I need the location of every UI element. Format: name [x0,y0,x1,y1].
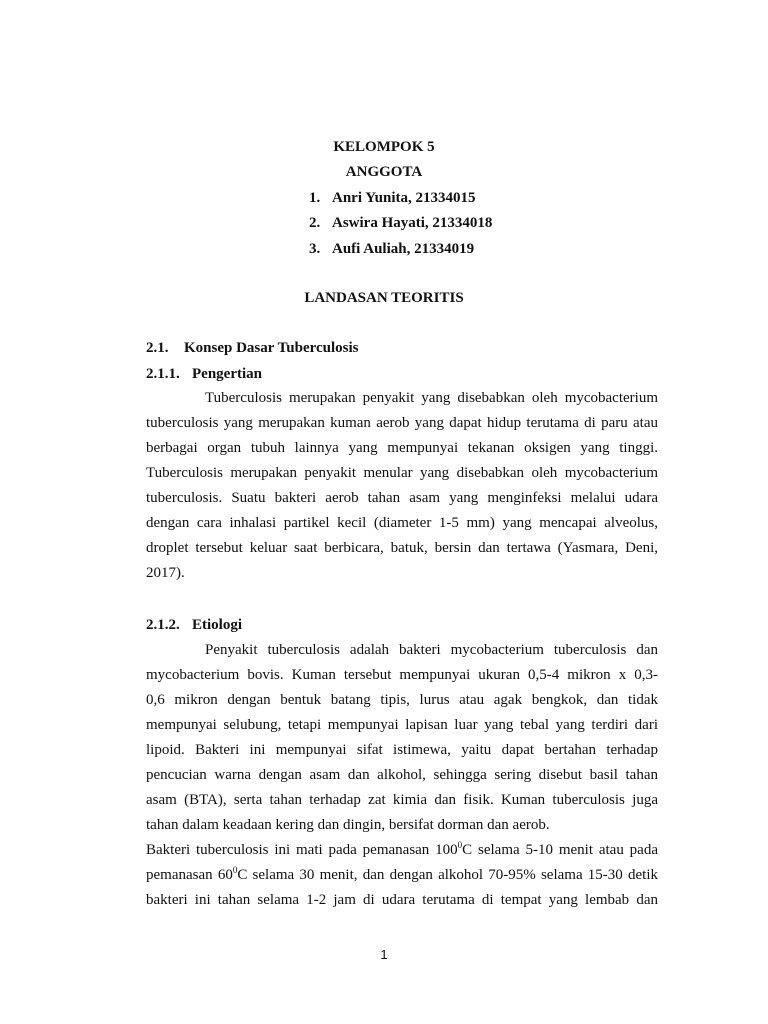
member-number: 2. [309,215,321,231]
text-line: Tuberculosis merupakan penyakit menular yang disebabkan oleh mycobacterium [146,465,658,481]
text-line: tuberculosis. Suatu bakteri aerob tahan asam yang menginfeksi melalui udara [146,490,658,506]
section-title: Konsep Dasar Tuberculosis [184,340,359,356]
section-number: 2.1. [146,340,169,356]
subsection-heading-pengertian [146,365,262,383]
text-line: bakteri ini tahan selama 1-2 jam di udara terutama di tempat yang lembab dan [146,892,658,908]
text-line [146,863,658,888]
paragraph-etiologi [146,638,658,913]
text-line: tuberculosis yang merupakan kuman aerob yang dapat hidup terutama di paru atau [146,415,658,431]
text-line: Penyakit tuberculosis adalah bakteri mycobacterium tuberculosis dan [205,642,658,658]
member-item [309,214,492,232]
text-line: 0,6 mikron dengan bentuk batang tipis, lurus atau agak bengkok, dan tidak [146,692,658,708]
text-line: tahan dalam keadaan kering dan dingin, bersifat dorman dan aerob. [146,817,550,833]
subsection-number: 2.1.2. [146,617,180,633]
subsection-title: Pengertian [192,366,262,382]
group-title: KELOMPOK 5 [333,139,435,155]
chapter-title: LANDASAN TEORITIS [304,290,464,306]
text-line: asam (BTA), serta tahan terhadap zat kimia dan fisik. Kuman tuberculosis juga [146,792,658,808]
member-text: Aswira Hayati, 21334018 [332,215,493,231]
page-number: 1 [380,947,388,962]
text-fragment: C selama 5-10 menit atau pada [462,842,658,858]
text-line: lipoid. Bakteri ini mempunyai sifat istimewa, yaitu dapat bertahan terhadap [146,742,658,758]
text-line: droplet tersebut keluar saat berbicara, batuk, bersin dan tertawa (Yasmara, Deni, [146,540,658,556]
section-heading [146,339,359,357]
text-line: pencucian warna dengan asam dan alkohol, sehingga sering disebut basil tahan [146,767,658,783]
member-item [309,240,474,258]
text-line: dengan cara inhalasi partikel kecil (diameter 1-5 mm) yang mencapai alveolus, [146,515,658,531]
text-fragment: Bakteri tuberculosis ini mati pada pemanasan 100 [146,842,458,858]
superscript: 0 [232,865,238,875]
subsection-title: Etiologi [192,617,243,633]
text-line [146,838,658,863]
text-fragment: C selama 30 menit, dan dengan alkohol 70-95% selama 15-30 detik [237,867,658,883]
text-line: berbagai organ tubuh lainnya yang mempunyai tekanan oksigen yang tinggi. [146,440,658,456]
member-number: 3. [309,241,321,257]
paragraph-pengertian [146,386,658,586]
member-text: Aufi Auliah, 21334019 [332,241,475,257]
subsection-heading-etiologi [146,616,242,634]
text-line: mempunyai selubung, tetapi mempunyai lapisan luar yang tebal yang terdiri dari [146,717,658,733]
text-fragment: pemanasan 60 [146,867,233,883]
member-number: 1. [309,190,321,206]
text-line: Tuberculosis merupakan penyakit yang disebabkan oleh mycobacterium [205,390,658,406]
member-text: Anri Yunita, 21334015 [332,190,476,206]
members-label: ANGGOTA [345,164,423,180]
superscript: 0 [457,840,463,850]
text-line: 2017). [146,565,185,581]
text-line: mycobacterium bovis. Kuman tersebut mempunyai ukuran 0,5-4 mikron x 0,3- [146,667,658,683]
subsection-number: 2.1.1. [146,366,180,382]
member-item [309,189,476,207]
